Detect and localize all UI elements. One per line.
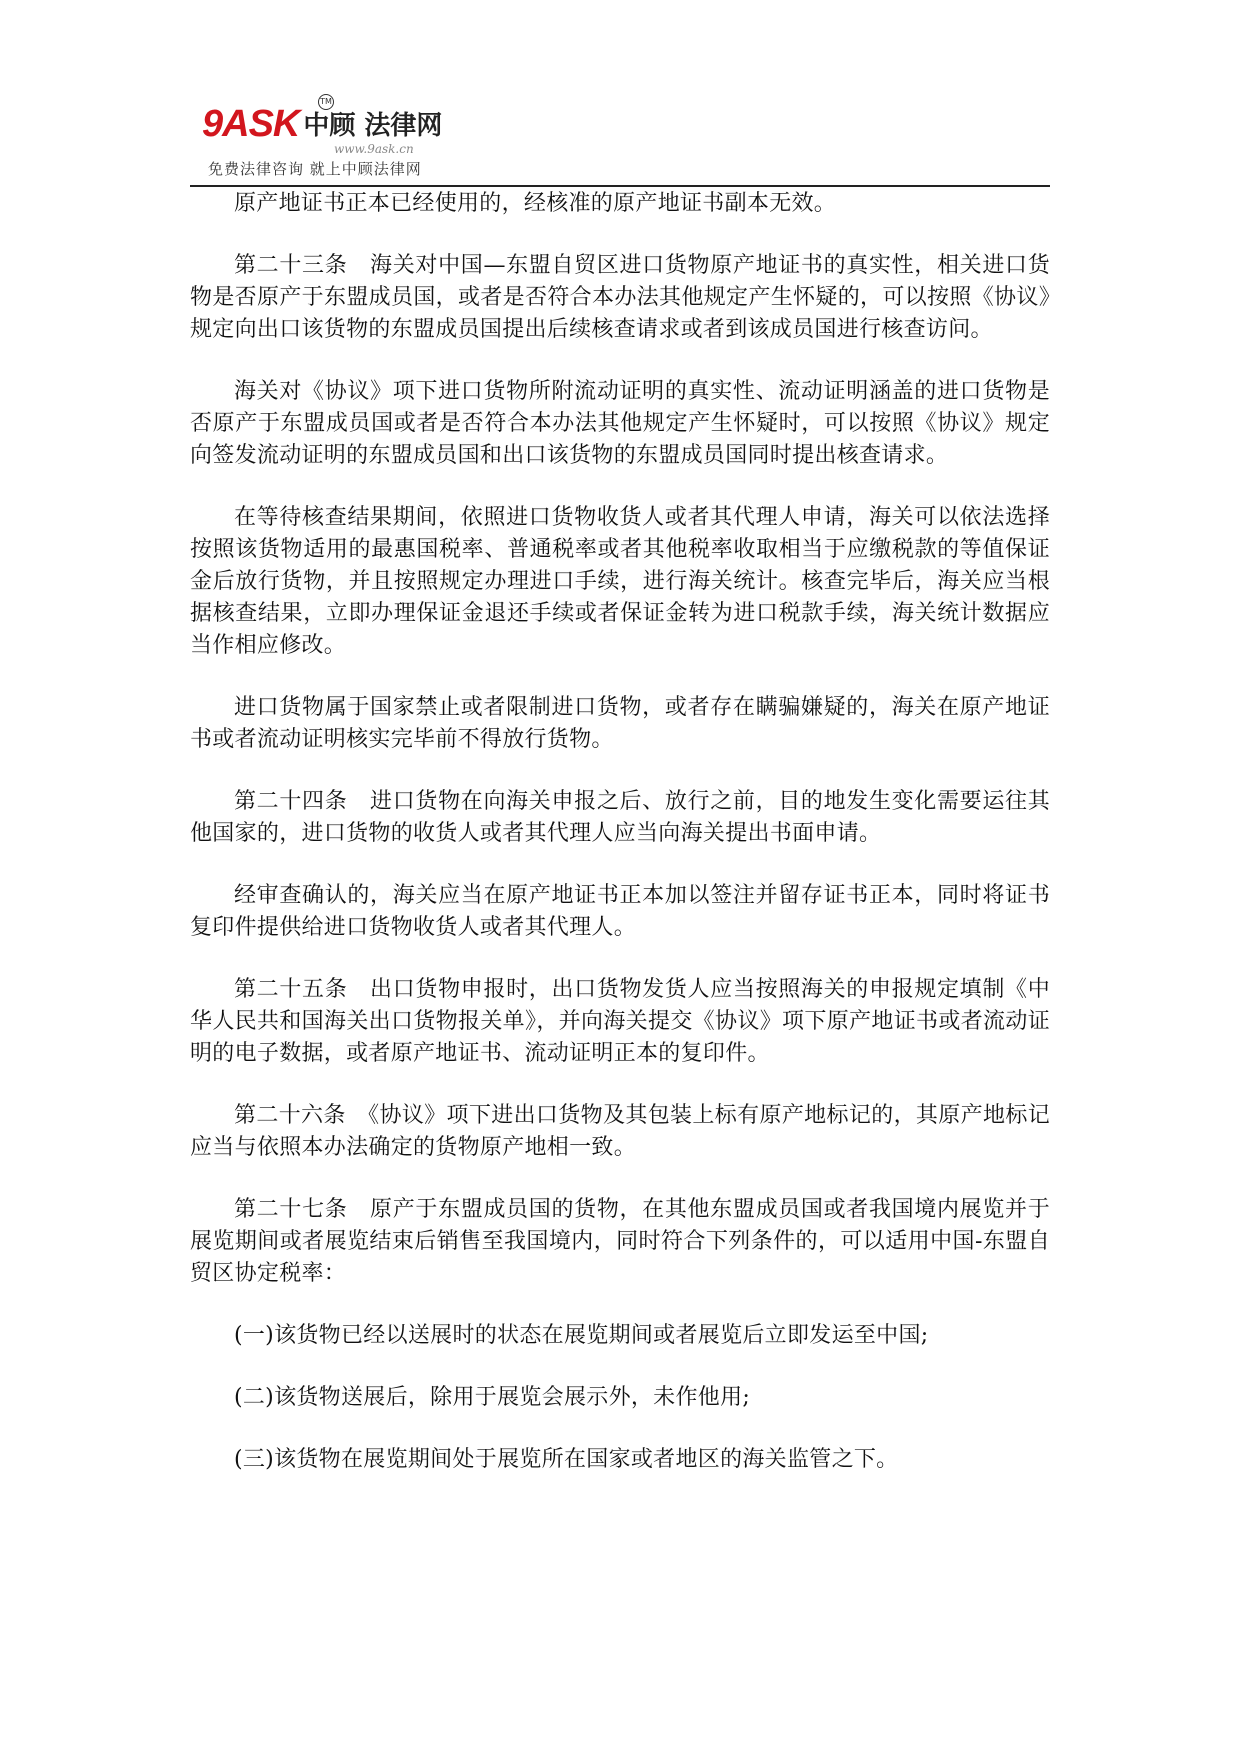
logo-slogan: 免费法律咨询 就上中顾法律网 bbox=[208, 160, 422, 178]
trademark-icon: TM bbox=[318, 94, 334, 110]
logo-url: www.9ask.cn bbox=[334, 142, 414, 156]
paragraph-article-23: 第二十三条 海关对中国—东盟自贸区进口货物原产地证书的真实性，相关进口货物是否原产于东盟成员国，或者是否符合本办法其他规定产生怀疑的，可以按照《协议》规定向出口该货物的东盟成员国提出后续核查请求或者到该成员国进行核查访问。 bbox=[190, 253, 1050, 342]
paragraph: 进口货物属于国家禁止或者限制进口货物，或者存在瞒骗嫌疑的，海关在原产地证书或者流动证明核实完毕前不得放行货物。 bbox=[190, 695, 1050, 752]
logo-name: 中顾 法律网 bbox=[303, 111, 443, 141]
list-item: (二)该货物送展后，除用于展览会展示外，未作他用; bbox=[234, 1385, 751, 1410]
paragraph: 原产地证书正本已经使用的，经核准的原产地证书副本无效。 bbox=[234, 191, 837, 216]
document-body bbox=[190, 188, 1050, 1506]
page-header bbox=[190, 88, 1050, 184]
paragraph: 在等待核查结果期间，依照进口货物收货人或者其代理人申请，海关可以依法选择按照该货物适用的最惠国税率、普通税率或者其他税率收取相当于应缴税款的等值保证金后放行货物，并且按照规定办理进口手续，进行海关统计。核查完毕后，海关应当根据核查结果，立即办理保证金退还手续或者保证金转为进口税款手续，海关统计数据应当作相应修改。 bbox=[190, 505, 1050, 658]
logo-mark: 9ASK bbox=[202, 103, 300, 145]
paragraph-article-26: 第二十六条 《协议》项下进出口货物及其包装上标有原产地标记的，其原产地标记应当与依照本办法确定的货物原产地相一致。 bbox=[190, 1103, 1050, 1160]
paragraph-article-25: 第二十五条 出口货物申报时，出口货物发货人应当按照海关的申报规定填制《中华人民共和国海关出口货物报关单》，并向海关提交《协议》项下原产地证书或者流动证明的电子数据，或者原产地证书、流动证明正本的复印件。 bbox=[190, 977, 1050, 1066]
paragraph-article-27: 第二十七条 原产于东盟成员国的货物，在其他东盟成员国或者我国境内展览并于展览期间或者展览结束后销售至我国境内，同时符合下列条件的，可以适用中国-东盟自贸区协定税率： bbox=[190, 1197, 1050, 1286]
paragraph: 经审查确认的，海关应当在原产地证书正本加以签注并留存证书正本，同时将证书复印件提供给进口货物收货人或者其代理人。 bbox=[190, 883, 1050, 940]
paragraph-article-24: 第二十四条 进口货物在向海关申报之后、放行之前，目的地发生变化需要运往其他国家的，进口货物的收货人或者其代理人应当向海关提出书面申请。 bbox=[190, 789, 1050, 846]
list-item: (三)该货物在展览期间处于展览所在国家或者地区的海关监管之下。 bbox=[234, 1447, 899, 1472]
header-divider bbox=[190, 185, 1050, 187]
list-item: (一)该货物已经以送展时的状态在展览期间或者展览后立即发运至中国; bbox=[234, 1323, 929, 1348]
paragraph: 海关对《协议》项下进口货物所附流动证明的真实性、流动证明涵盖的进口货物是否原产于东盟成员国或者是否符合本办法其他规定产生怀疑时，可以按照《协议》规定向签发流动证明的东盟成员国和出口该货物的东盟成员国同时提出核查请求。 bbox=[190, 379, 1050, 468]
